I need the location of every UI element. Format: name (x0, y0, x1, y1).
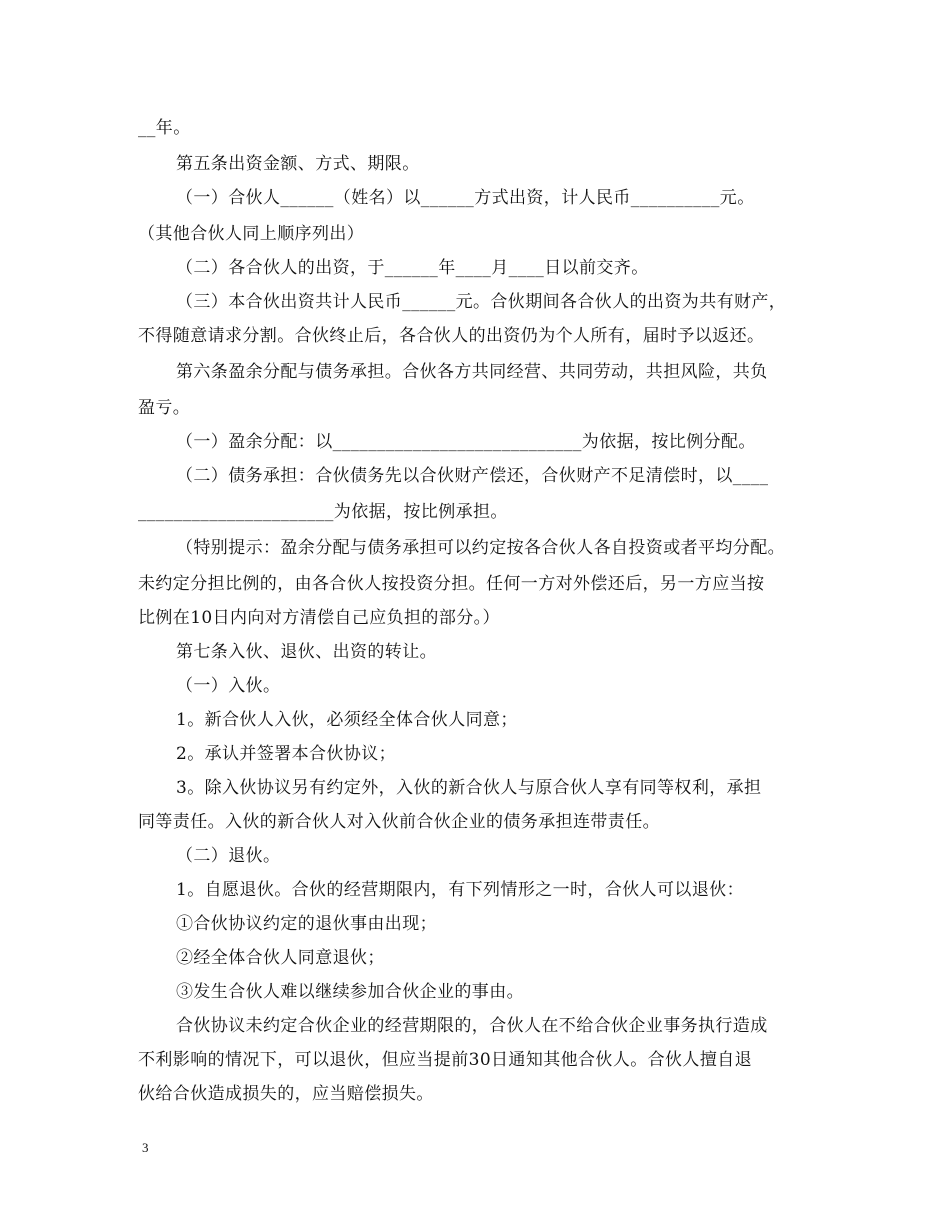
list-item: 3。除入伙协议另有约定外，入伙的新合伙人与原合伙人享有同等权利，承担 (176, 778, 762, 798)
list-item: 1。新合伙人入伙，必须经全体合伙人同意； (176, 710, 518, 730)
text-line: ______________________为依据，按比例承担。 (138, 502, 508, 522)
text-line: __年。 (138, 118, 191, 138)
text-line: 伙给合伙造成损失的，应当赔偿损失。 (138, 1084, 434, 1104)
note-line: 未约定分担比例的，由各合伙人按投资分担。任何一方对外偿还后，另一方应当按 (138, 574, 765, 594)
list-item: ②经全体合伙人同意退伙； (176, 948, 385, 968)
text-line: （其他合伙人同上顺序列出） (138, 224, 365, 244)
list-item: 1。自愿退伙。合伙的经营期限内，有下列情形之一时，合伙人可以退伙： (176, 880, 745, 900)
text-line: 不得随意请求分割。合伙终止后，各合伙人的出资仍为个人所有，届时予以返还。 (138, 326, 765, 346)
section-heading: 第五条出资金额、方式、期限。 (176, 154, 420, 174)
text-line: （二）债务承担：合伙债务先以合伙财产偿还，合伙财产不足清偿时，以____ (176, 466, 769, 486)
list-item: ①合伙协议约定的退伙事由出现； (176, 914, 437, 934)
section-heading: 第七条入伙、退伙、出资的转让。 (176, 642, 437, 662)
list-item: ③发生合伙人难以继续参加合伙企业的事由。 (176, 982, 524, 1002)
note-line: （特别提示：盈余分配与债务承担可以约定按各合伙人各自投资或者平均分配。 (176, 538, 785, 558)
text-line: （二）各合伙人的出资，于______年____月____日以前交齐。 (176, 258, 649, 278)
page-number: 3 (142, 1140, 149, 1155)
list-item: 2。承认并签署本合伙协议； (176, 744, 397, 764)
text-line: 同等责任。入伙的新合伙人对入伙前合伙企业的债务承担连带责任。 (138, 812, 660, 832)
text-line: 不利影响的情况下，可以退伙，但应当提前30日通知其他合伙人。合伙人擅自退 (138, 1050, 753, 1070)
text-line: （一）合伙人______（姓名）以______方式出资，计人民币__________元。 (176, 188, 755, 208)
text-line: （一）盈余分配：以____________________________为依据，按比例分配。 (176, 432, 756, 452)
text-line: 盈亏。 (138, 398, 191, 418)
text-line: （三）本合伙出资共计人民币______元。合伙期间各合伙人的出资为共有财产， (176, 292, 787, 312)
note-line: 比例在10日内向对方清偿自己应负担的部分。） (138, 608, 500, 628)
subsection-heading: （二）退伙。 (176, 846, 281, 866)
subsection-heading: （一）入伙。 (176, 676, 281, 696)
section-heading: 第六条盈余分配与债务承担。合伙各方共同经营、共同劳动，共担风险，共负 (176, 362, 768, 382)
text-line: 合伙协议未约定合伙企业的经营期限的，合伙人在不给合伙企业事务执行造成 (176, 1016, 768, 1036)
